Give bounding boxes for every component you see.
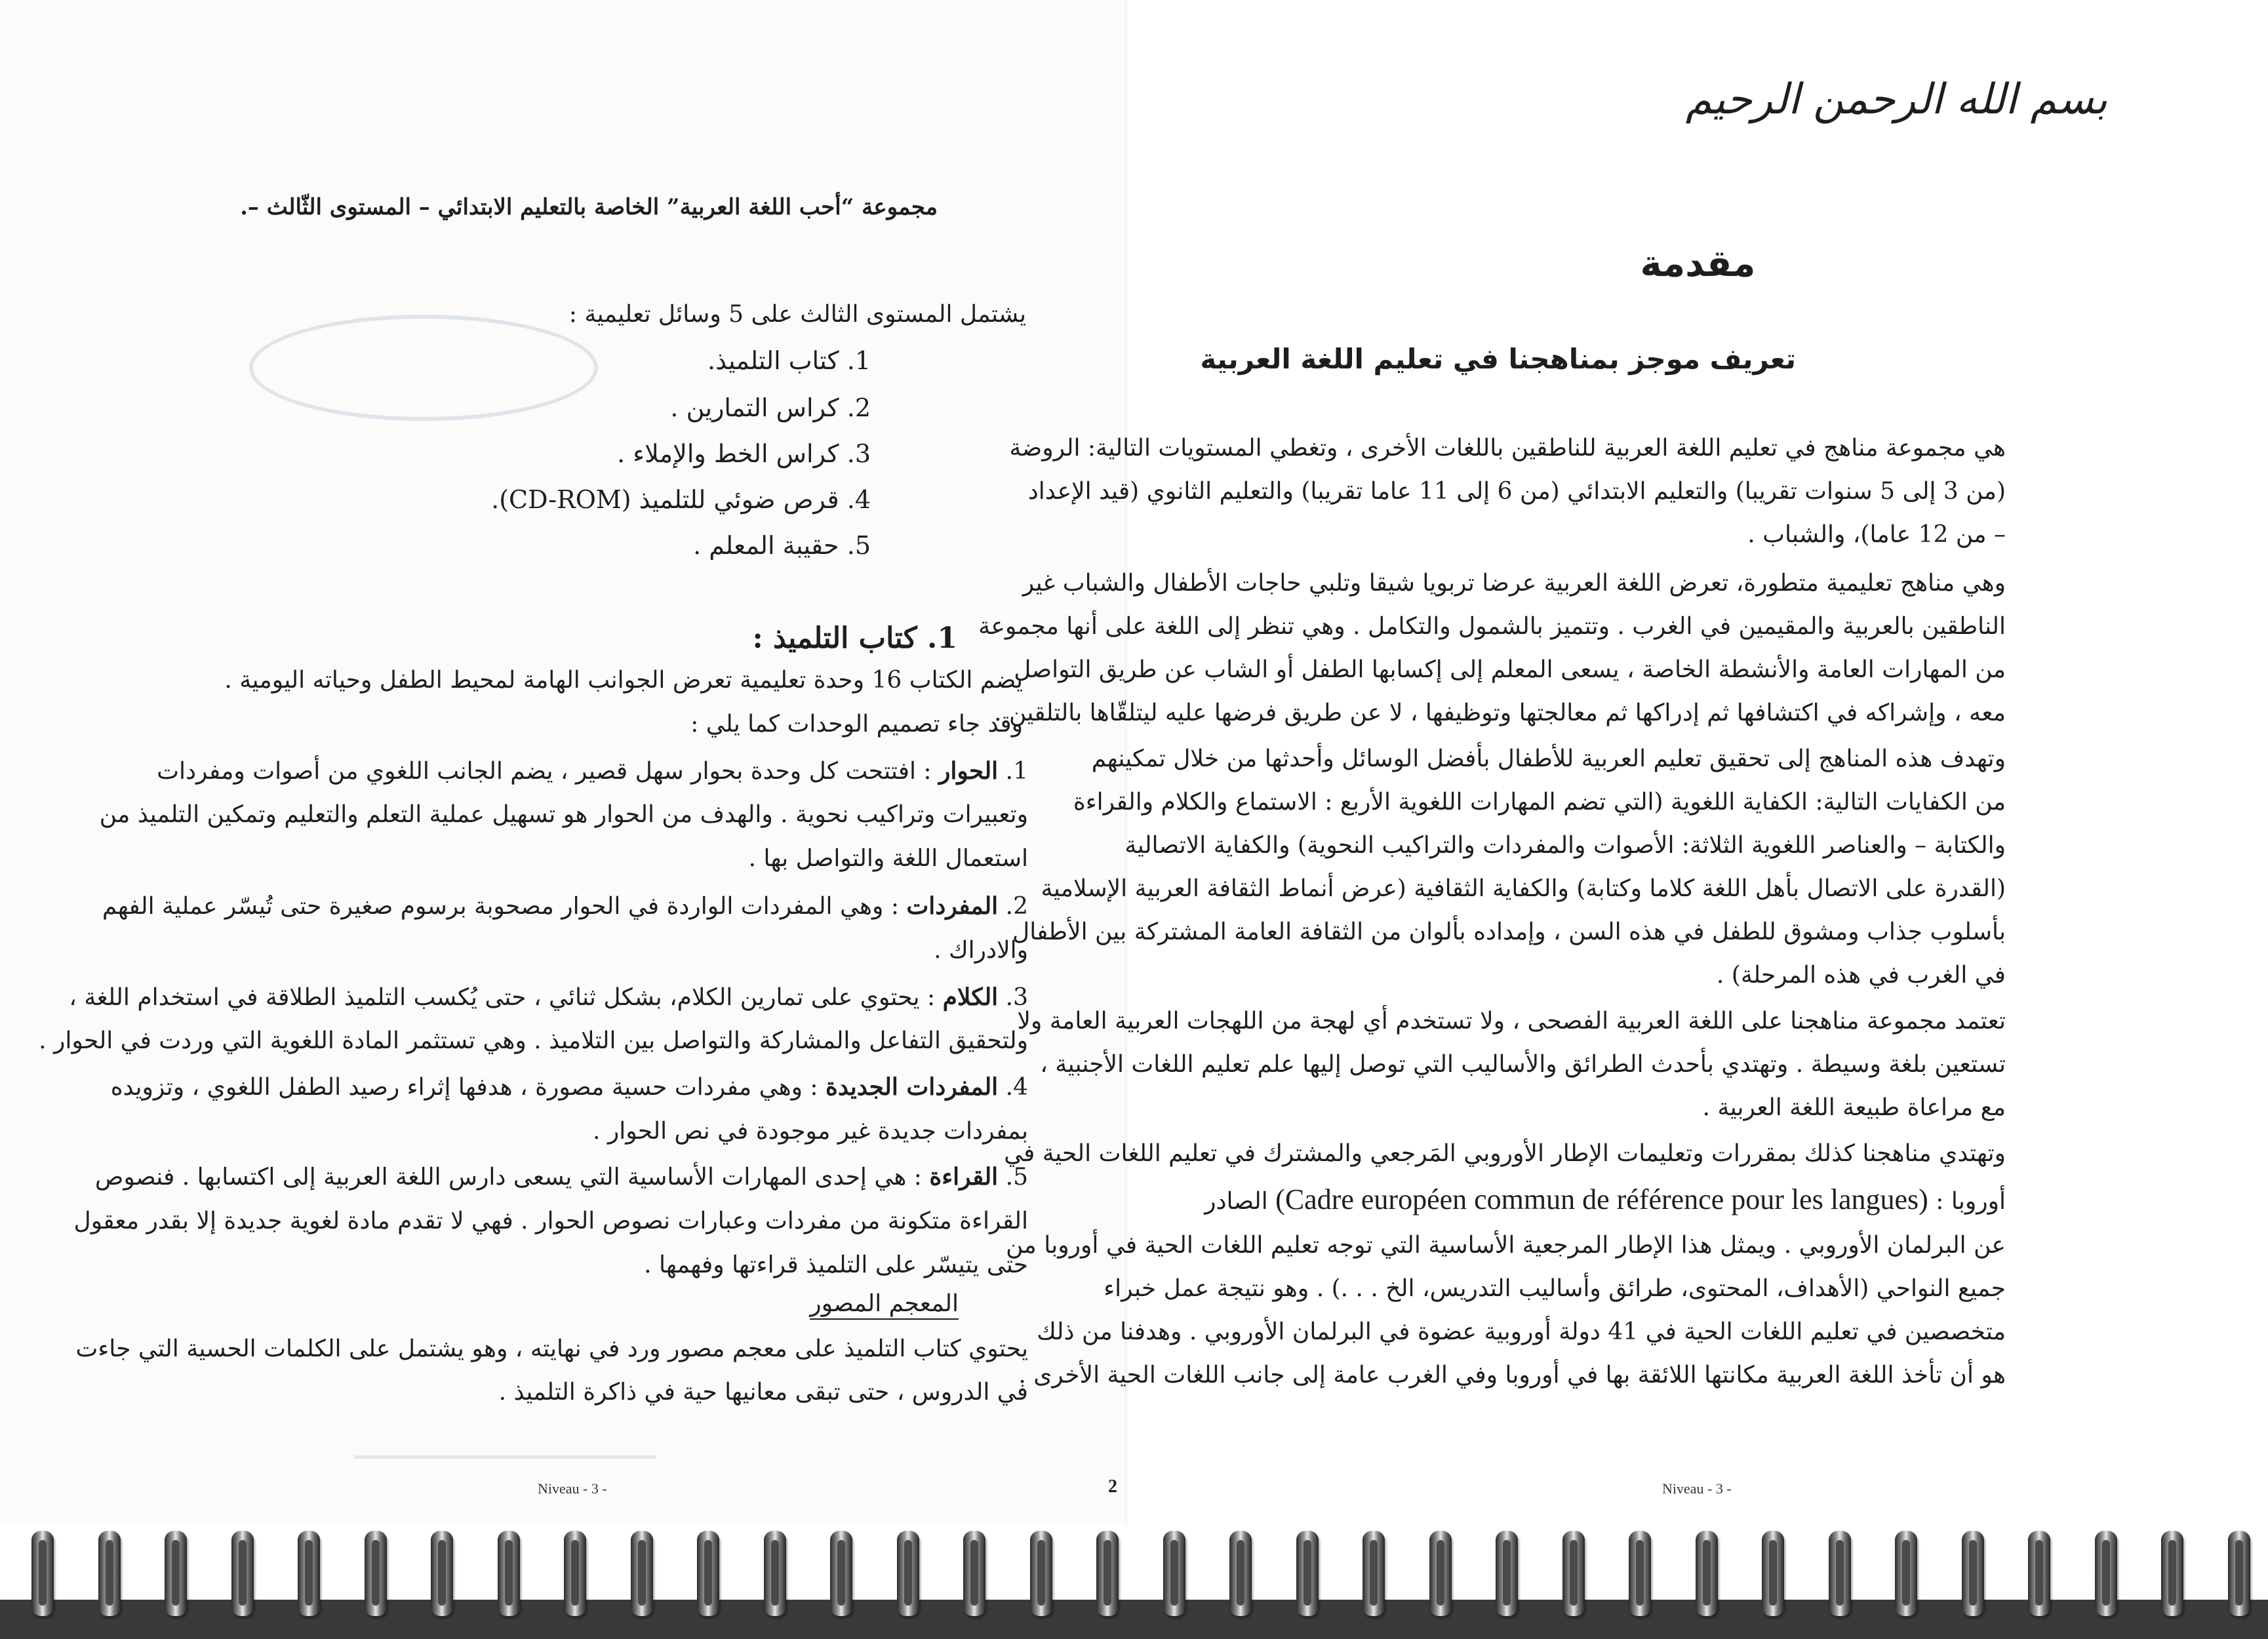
intro-line: متخصصين في تعليم اللغات الحية في 41 دولة أوروبية عضوة في البرلمان الأوروبي . وهدفنا من ذلك — [1037, 1318, 2006, 1345]
intro-line: من المهارات العامة والأنشطة الخاصة ، يسعى المعلم إلى إكسابها الطفل أو الشاب عن طريق التواصل — [1014, 656, 2006, 683]
binding-ring — [498, 1531, 520, 1616]
tools-intro: يشتمل المستوى الثالث على 5 وسائل تعليمية : — [568, 301, 1026, 328]
intro-line: (القدرة على الاتصال بأهل اللغة كلاما وكتابة) والكفاية الثقافية (عرض أنماط الثقافة العربية الإسلامية — [1041, 875, 2006, 902]
item-number: 5. — [1005, 1164, 1028, 1191]
binding-ring — [897, 1531, 919, 1616]
binding-ring — [963, 1531, 985, 1616]
binding-ring — [1096, 1531, 1119, 1616]
binding-ring — [697, 1531, 719, 1616]
tool-item: 2. كراس التمارين . — [670, 393, 871, 422]
binding-ring — [1829, 1531, 1851, 1616]
item-number: 4. — [1005, 1074, 1028, 1101]
page-footer: Niveau - 3 - — [538, 1480, 607, 1497]
spiral-binding — [0, 1524, 2268, 1639]
page-subtitle: تعريف موجز بمناهجنا في تعليم اللغة العربية — [1200, 343, 1796, 375]
tool-item: 5. حقيبة المعلم . — [693, 531, 871, 560]
binding-ring — [631, 1531, 653, 1616]
tool-item: 4. قرص ضوئي للتلميذ (CD-ROM). — [491, 485, 871, 514]
binding-cover-edge — [0, 1600, 2268, 1639]
cadre-suffix: الصادر — [1204, 1188, 1268, 1215]
binding-ring — [1562, 1531, 1585, 1616]
cadre-prefix: أوروبا : — [1936, 1188, 2006, 1215]
intro-line: جميع النواحي (الأهداف، المحتوى، طرائق وأساليب التدريس، الخ . . .) . وهو نتيجة عمل خبراء — [1104, 1275, 2006, 1302]
intro-line: (من 3 إلى 5 سنوات تقريبا) والتعليم الابتدائي (من 6 إلى 11 عاما تقريبا) والتعليم الثانوي (قيد الإعداد — [1027, 478, 2006, 505]
binding-ring — [830, 1531, 852, 1616]
binding-ring — [298, 1531, 320, 1616]
item-keyword: المفردات — [906, 892, 999, 920]
faded-stamp-mark — [249, 315, 598, 421]
binding-ring — [2228, 1531, 2250, 1616]
intro-line: من الكفايات التالية: الكفاية اللغوية (التي تضم المهارات اللغوية الأربع : الاستماع والكلام والقراءة — [1073, 789, 2006, 816]
item-vocabulary-line — [102, 894, 1028, 918]
section-line: يضم الكتاب 16 وحدة تعليمية تعرض الجوانب الهامة لمحيط الطفل وحياته اليومية . — [224, 667, 1023, 694]
intro-line: الناطقين بالعربية والمقيمين في الغرب . وتتميز بالشمول والتكامل . وهي تنظر إلى اللغة على أنها مجموعة — [978, 613, 2006, 640]
binding-ring — [1030, 1531, 1052, 1616]
binding-ring — [1163, 1531, 1185, 1616]
intro-line: هو أن تأخذ اللغة العربية مكانتها اللائقة بها في أوروبا وفي الغرب عامة إلى جانب اللغات الحية الأخرى . — [1018, 1362, 2006, 1389]
binding-ring — [1895, 1531, 1917, 1616]
binding-ring — [764, 1531, 786, 1616]
section-heading: 1. كتاب التلميذ : — [752, 622, 957, 655]
item-line: استعمال اللغة والتواصل بها . — [748, 845, 1028, 872]
binding-ring — [1496, 1531, 1518, 1616]
item-line: القراءة متكونة من مفردات وعبارات نصوص الحوار . فهي لا تقدم مادة لغوية جديدة إلا بقدر معقول — [73, 1208, 1028, 1234]
item-line: وتعبيرات وتراكيب نحوية . والهدف من الحوار هو تسهيل عملية التعلم والتعليم وتمكين التلميذ من — [99, 801, 1028, 828]
binding-ring — [2028, 1531, 2050, 1616]
binding-ring — [31, 1531, 54, 1616]
tool-item: 1. كتاب التلميذ. — [707, 346, 871, 375]
item-text: : هي إحدى المهارات الأساسية التي يسعى دارس اللغة العربية إلى اكتسابها . فنصوص — [94, 1164, 922, 1191]
intro-line: في الغرب في هذه المرحلة) . — [1716, 962, 2006, 989]
item-line: والادراك . — [934, 937, 1028, 964]
binding-ring — [165, 1531, 187, 1616]
item-line: بمفردات جديدة غير موجودة في نص الحوار . — [592, 1118, 1028, 1145]
binding-ring — [1429, 1531, 1452, 1616]
page-number: 2 — [1108, 1476, 1117, 1497]
binding-ring — [1229, 1531, 1252, 1616]
intro-line: تستعين بلغة وسيطة . وتهتدي بأحدث الطرائق والأساليب التي توصل إليها علم تعليم اللغات الأجنبية ، — [1040, 1051, 2006, 1078]
intro-line: هي مجموعة مناهج في تعليم اللغة العربية للناطقين باللغات الأخرى ، وتغطي المستويات التالية: الروضة — [1009, 435, 2006, 462]
binding-ring — [1762, 1531, 1784, 1616]
glossary-heading: المعجم المصور — [810, 1290, 959, 1320]
binding-ring — [231, 1531, 254, 1616]
basmala: بسم الله الرحمن الرحيم — [1685, 75, 2107, 124]
left-page — [0, 0, 1128, 1524]
intro-line: بأسلوب جذاب ومشوق للطفل في هذه السن ، وإمداده بألوان من الثقافة العامة المشتركة بين الأطفال — [1012, 918, 2006, 945]
section-line: وقد جاء تصميم الوحدات كما يلي : — [690, 711, 1023, 738]
intro-line: وهي مناهج تعليمية متطورة، تعرض اللغة العربية عرضا تربويا شيقا وتلبي حاجات الأطفال والشباب غير — [1022, 570, 2006, 597]
binding-ring — [2095, 1531, 2117, 1616]
item-speaking-line — [69, 985, 1028, 1010]
item-dialogue-line — [157, 759, 1028, 783]
binding-ring — [1363, 1531, 1385, 1616]
item-number: 3. — [1005, 984, 1028, 1011]
binding-ring — [431, 1531, 453, 1616]
item-reading-line — [95, 1165, 1028, 1189]
item-keyword: الحوار — [938, 757, 999, 785]
cadre-line — [1204, 1185, 2006, 1214]
item-number: 2. — [1005, 893, 1028, 920]
intro-line: – من 12 عاما)، والشباب . — [1747, 521, 2006, 548]
item-keyword: المفردات الجديدة — [825, 1073, 999, 1101]
binding-ring — [1296, 1531, 1319, 1616]
item-number: 1. — [1005, 758, 1028, 785]
binding-ring — [98, 1531, 121, 1616]
item-text: : افتتحت كل وحدة بحوار سهل قصير ، يضم الجانب اللغوي من أصوات ومفردات — [157, 758, 932, 785]
page-title: مقدمة — [1640, 243, 1756, 285]
item-line: حتى يتيسّر على التلميذ قراءتها وفهمها . — [644, 1252, 1028, 1278]
glossary-line: في الدروس ، حتى تبقى معانيها حية في ذاكرة التلميذ . — [498, 1379, 1028, 1406]
binding-ring — [564, 1531, 586, 1616]
cadre-latin: (Cadre européen commun de référence pour les langues) — [1275, 1183, 1928, 1215]
binding-ring — [1696, 1531, 1718, 1616]
intro-line: تعتمد مجموعة مناهجنا على اللغة العربية الفصحى ، ولا تستخدم أي لهجة من اللهجات العربية العامة ولا — [1017, 1008, 2006, 1035]
glossary-line: يحتوي كتاب التلميذ على معجم مصور ورد في نهايته ، وهو يشتمل على الكلمات الحسية التي جاءت — [75, 1335, 1028, 1362]
intro-line: مع مراعاة طبيعة اللغة العربية . — [1702, 1094, 2006, 1121]
item-text: : يحتوي على تمارين الكلام، بشكل ثنائي ، حتى يُكسب التلميذ الطلاقة في استخدام اللغة ، — [69, 984, 936, 1011]
faded-signature-mark — [354, 1429, 656, 1459]
item-text: : وهي مفردات حسية مصورة ، هدفها إثراء رصيد الطفل اللغوي ، وتزويده — [110, 1074, 818, 1101]
intro-line: والكتابة – والعناصر اللغوية الثلاثة: الأصوات والمفردات والتراكيب النحوية) والكفاية الاتصالية — [1124, 832, 2006, 859]
page-footer: Niveau - 3 - — [1662, 1480, 1732, 1497]
binding-ring — [1629, 1531, 1651, 1616]
series-title: مجموعة “أحب اللغة العربية” الخاصة بالتعليم الابتدائي – المستوى الثّالث –. — [240, 194, 938, 220]
intro-line: وتهدف هذه المناهج إلى تحقيق تعليم العربية للأطفال بأفضل الوسائل وأحدثها من خلال تمكينهم — [1091, 745, 2006, 772]
item-text: : وهي المفردات الواردة في الحوار مصحوبة برسوم صغيرة حتى تُيسّر عملية الفهم — [102, 893, 899, 920]
item-keyword: القراءة — [929, 1163, 999, 1191]
tool-item: 3. كراس الخط والإملاء . — [617, 439, 871, 468]
intro-line: معه ، وإشراكه في اكتشافها ثم إدراكها ثم معالجتها وتوظيفها ، لا عن طريق فرضها عليه ليتلقّاها بالتلقين . — [994, 700, 2006, 726]
intro-line: وتهتدي مناهجنا كذلك بمقررات وتعليمات الإطار الأوروبي المَرجعي والمشترك في تعليم اللغات الحية في — [1004, 1140, 2006, 1167]
binding-ring — [365, 1531, 387, 1616]
item-line: ولتحقيق التفاعل والمشاركة والتواصل بين التلاميذ . وهي تستثمر المادة اللغوية التي وردت في الحوار . — [39, 1027, 1028, 1054]
intro-line: عن البرلمان الأوروبي . ويمثل هذا الإطار المرجعية الأساسية التي توجه تعليم اللغات الحية في أوروبا من — [1006, 1232, 2006, 1259]
binding-ring — [2161, 1531, 2183, 1616]
item-new-vocabulary-line — [111, 1075, 1028, 1099]
binding-ring — [1962, 1531, 1984, 1616]
item-keyword: الكلام — [942, 983, 999, 1011]
